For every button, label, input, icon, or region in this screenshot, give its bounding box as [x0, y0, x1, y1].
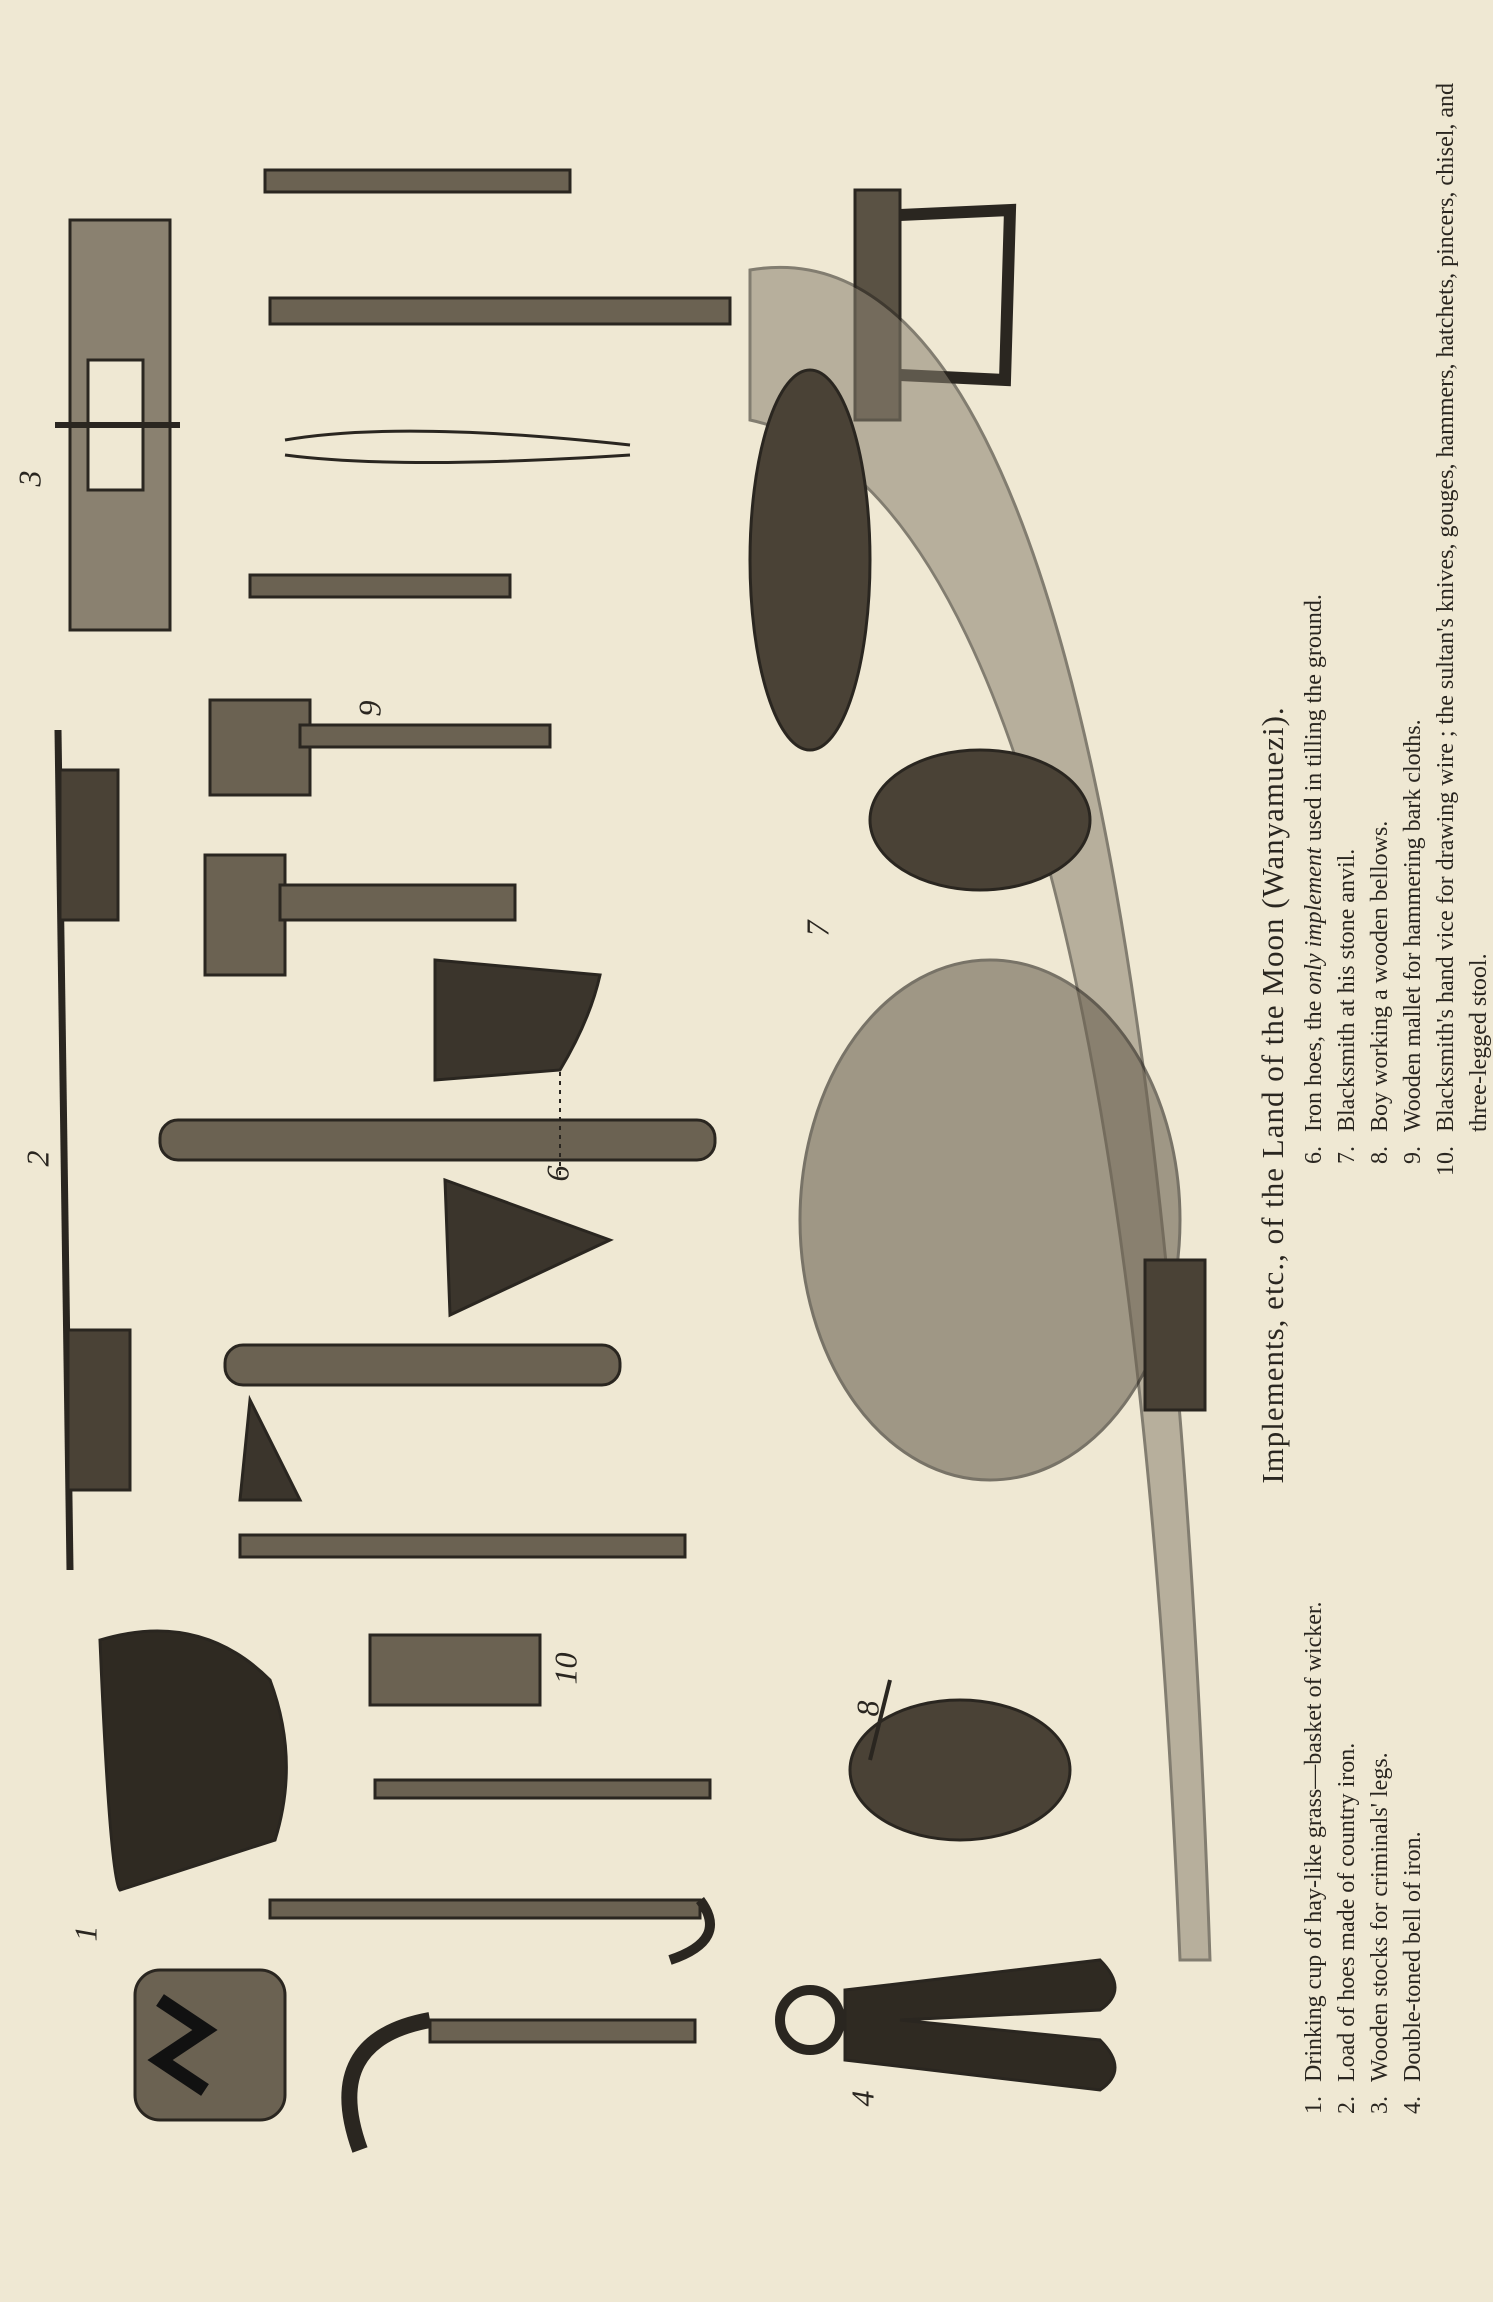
legend-item-10: [1430, 50, 1493, 1200]
legend-item-7: [1331, 50, 1364, 1200]
legend-number: 6.: [1301, 1146, 1327, 1164]
legend-number: 3.: [1367, 2096, 1393, 2114]
hoe-load-drawing: [58, 730, 130, 1570]
legend-item-8: [1364, 50, 1397, 1200]
legend-item-4: [1397, 1530, 1430, 2150]
legend-number: 4.: [1400, 2096, 1426, 2114]
legend-text-start: Iron hoes, the: [1301, 994, 1327, 1132]
legend-text: Blacksmith at his stone anvil.: [1334, 848, 1360, 1132]
figure-number-8: 8: [849, 1700, 886, 1717]
legend-text: Boy working a wooden bellows.: [1367, 820, 1393, 1132]
legend-text: Wooden mallet for hammering bark cloths.: [1400, 719, 1426, 1132]
figure-number-3: 3: [11, 470, 48, 487]
legend-number: 9.: [1400, 1146, 1426, 1164]
legend-number: 2.: [1334, 2096, 1360, 2114]
legend-text: Drinking cup of hay-like grass—basket of wicker.: [1301, 1601, 1327, 2082]
figure-number-9: 9: [351, 700, 388, 717]
legend-item-1: [1298, 1530, 1331, 2150]
legend-number: 1.: [1301, 2096, 1327, 2114]
wooden-stocks-drawing: [55, 220, 180, 630]
figure-number-1: 1: [67, 1925, 104, 1942]
legend-left: [1298, 1530, 1430, 2150]
legend-item-9: [1397, 50, 1430, 1200]
legend-number: 10.: [1433, 1146, 1459, 1176]
figure-number-6: 6: [539, 1165, 576, 1182]
figure-number-7: 7: [799, 920, 836, 937]
legend-text: Blacksmith's hand vice for drawing wire ; the sultan's knives, gouges, hammers, hatchets, pincers, chisel, and three-legged stool.: [1433, 82, 1492, 1132]
legend-number: 7.: [1334, 1146, 1360, 1164]
legend-text-emphasis: only implement: [1301, 847, 1327, 995]
caption-block: [250, 40, 1493, 2150]
figure-number-4: 4: [844, 2090, 881, 2107]
legend-item-2: [1331, 1530, 1364, 2150]
figure-number-10: 10: [547, 1652, 584, 1685]
plate-title: Implements, etc., of the Land of the Moon (Wanyamuezi).: [1255, 706, 1290, 1484]
legend-right: [1298, 50, 1493, 1200]
legend-number: 8.: [1367, 1146, 1393, 1164]
legend-item-3: [1364, 1530, 1397, 2150]
legend-text: Load of hoes made of country iron.: [1334, 1742, 1360, 2082]
legend-item-6: [1298, 50, 1331, 1200]
legend-text: Wooden stocks for criminals' legs.: [1367, 1752, 1393, 2082]
legend-text: Double-toned bell of iron.: [1400, 1831, 1426, 2082]
legend-text: [1298, 50, 1331, 1132]
legend-text-end: used in tilling the ground.: [1301, 594, 1327, 848]
figure-number-2: 2: [19, 1150, 56, 1167]
